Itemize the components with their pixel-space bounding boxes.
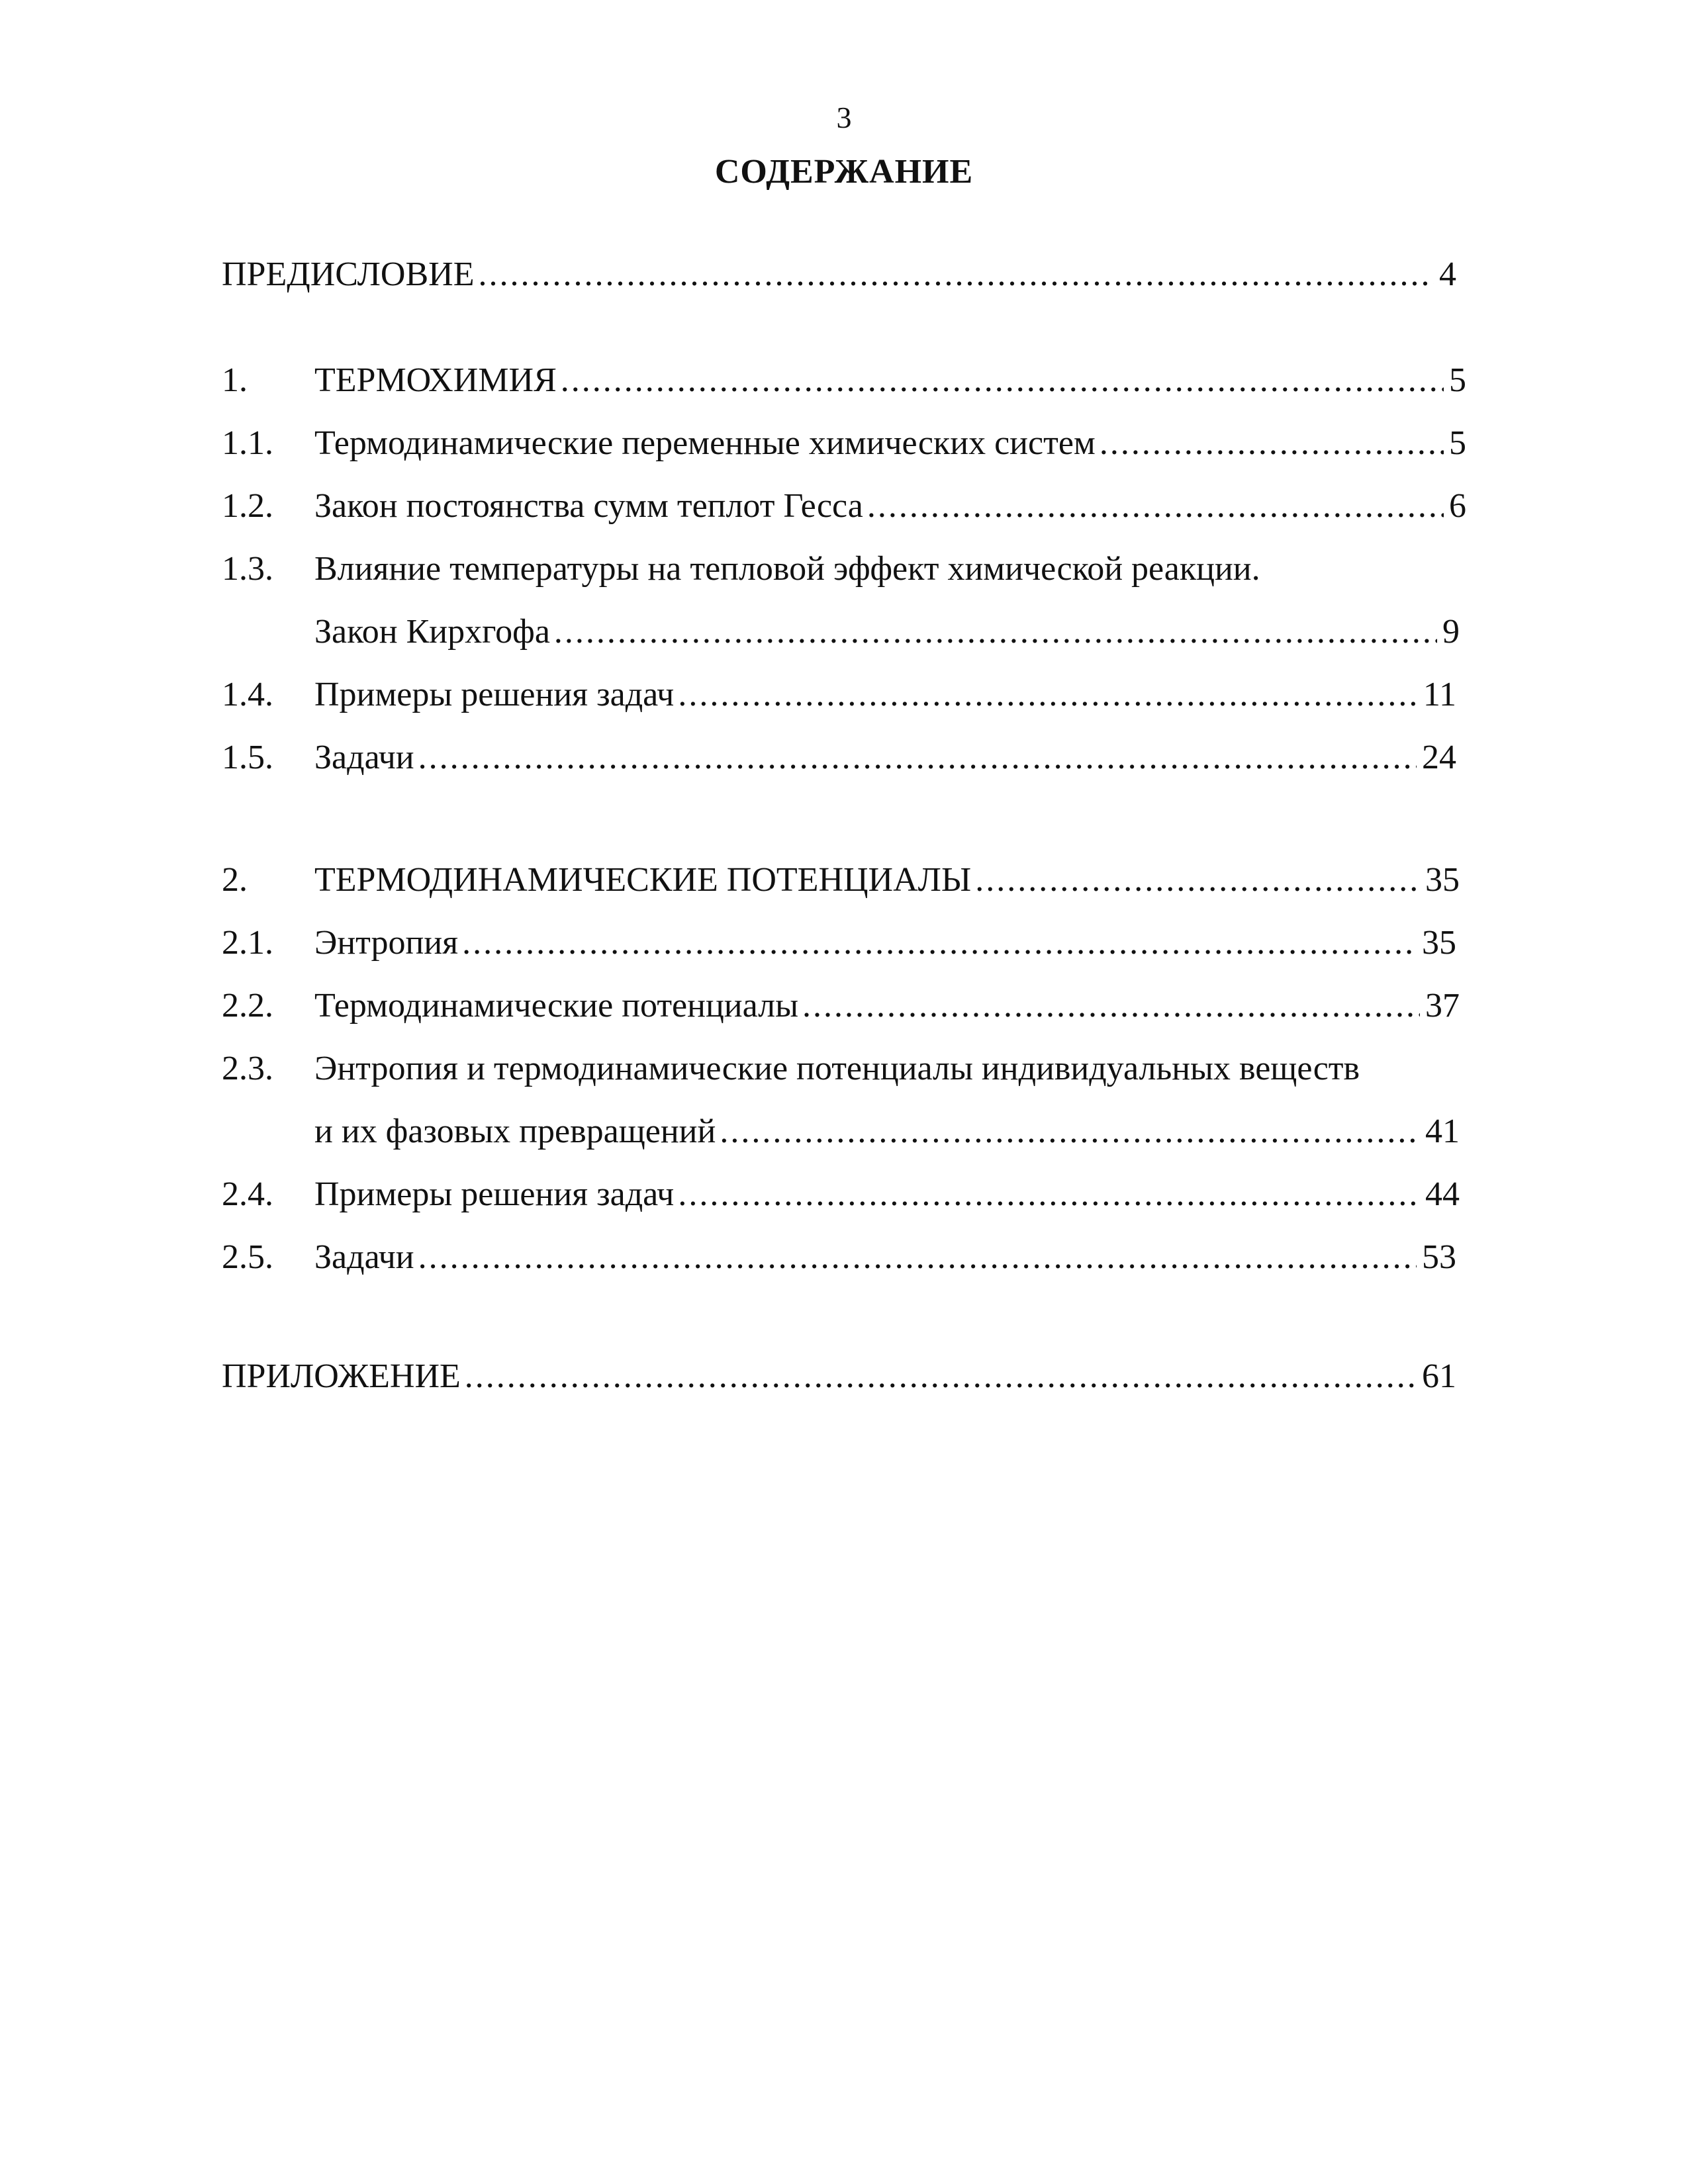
toc-entry-section-1-5[interactable] [222,735,1456,781]
toc-entry-title: ТЕРМОХИМИЯ [314,361,557,399]
toc-page-number: 37 [1425,987,1460,1024]
toc-entry-title-line2: и их фазовых превращений [314,1113,716,1150]
toc-entry-number: 2.4. [222,1175,273,1213]
toc-entry-title: ТЕРМОДИНАМИЧЕСКИЕ ПОТЕНЦИАЛЫ [314,861,972,899]
toc-entry-number: 1. [222,361,248,399]
toc-leader-dots [678,672,1418,718]
toc-entry-title: Закон постоянства сумм теплот Гесса [314,487,863,525]
toc-entry-number: 2.2. [222,987,273,1024]
toc-entry-appendix[interactable] [222,1353,1456,1400]
toc-entry-section-2-4[interactable] [222,1171,1460,1218]
toc-leader-dots [418,1234,1417,1281]
toc-entry-title: Примеры решения задач [314,1175,675,1213]
toc-page-number: 4 [1439,255,1456,293]
toc-entry-number: 2. [222,861,248,899]
toc-entry-section-1-3[interactable] [222,546,1460,592]
toc-entry-title-line2: Закон Кирхгофа [314,613,550,651]
toc-entry-section-2-1[interactable] [222,920,1456,966]
toc-entry-number: 2.5. [222,1238,273,1276]
toc-entry-section-1-1[interactable] [222,420,1466,467]
toc-leader-dots [561,357,1444,404]
toc-page-number: 11 [1423,676,1456,713]
toc-entry-number: 1.2. [222,487,273,525]
toc-leader-dots [802,983,1420,1029]
toc-leader-dots [462,920,1417,966]
toc-leader-dots [975,857,1420,903]
toc-entry-section-1-3-continuation[interactable] [222,609,1460,655]
toc-entry-number: 1.3. [222,550,273,588]
toc-page-number: 9 [1442,613,1460,651]
toc-entry-section-1-2[interactable] [222,483,1466,529]
toc-entry-section-1-4[interactable] [222,672,1456,718]
toc-page-number: 41 [1425,1113,1460,1150]
toc-page-number: 5 [1449,424,1466,462]
toc-entry-number: 2.1. [222,924,273,962]
toc-entry-section-2-2[interactable] [222,983,1460,1029]
toc-leader-dots [1100,420,1444,467]
toc-page-number: 44 [1425,1175,1460,1213]
toc-entry-number: 1.1. [222,424,273,462]
toc-entry-section-2-3[interactable] [222,1046,1460,1092]
toc-entry-section-2-5[interactable] [222,1234,1456,1281]
toc-entry-chapter-1[interactable] [222,357,1466,404]
toc-page-number: 6 [1449,487,1466,525]
toc-entry-section-2-3-continuation[interactable] [222,1109,1460,1155]
toc-entry-title: ПРЕДИСЛОВИЕ [222,255,475,293]
toc-leader-dots [720,1109,1420,1155]
toc-leader-dots [418,735,1417,781]
toc-page-number: 53 [1422,1238,1456,1276]
toc-entry-number: 1.5. [222,739,273,776]
toc-entry-chapter-2[interactable] [222,857,1460,903]
toc-entry-title: Примеры решения задач [314,676,675,713]
toc-page-number: 61 [1422,1357,1456,1395]
toc-leader-dots [867,483,1444,529]
toc-entry-title: Задачи [314,1238,414,1276]
page-title: СОДЕРЖАНИЕ [714,153,974,191]
toc-page-number: 5 [1449,361,1466,399]
toc-leader-dots [678,1171,1420,1218]
toc-entry-title: ПРИЛОЖЕНИЕ [222,1357,461,1395]
toc-page-number: 35 [1425,861,1460,899]
toc-entry-title: Термодинамические потенциалы [314,987,799,1024]
toc-entry-number: 2.3. [222,1050,273,1087]
toc-leader-dots [478,251,1434,298]
toc-entry-preface[interactable] [222,251,1456,298]
page-number: 3 [836,101,852,134]
toc-page-number: 24 [1422,739,1456,776]
toc-leader-dots [554,609,1437,655]
toc-entry-title-line1: Энтропия и термодинамические потенциалы индивидуальных веществ [314,1050,1360,1087]
toc-entry-title-line1: Влияние температуры на тепловой эффект химической реакции. [314,550,1260,588]
toc-entry-title: Термодинамические переменные химических систем [314,424,1096,462]
toc-leader-dots [465,1353,1417,1400]
toc-entry-number: 1.4. [222,676,273,713]
toc-entry-title: Задачи [314,739,414,776]
toc-entry-title: Энтропия [314,924,459,962]
toc-page-number: 35 [1422,924,1456,962]
